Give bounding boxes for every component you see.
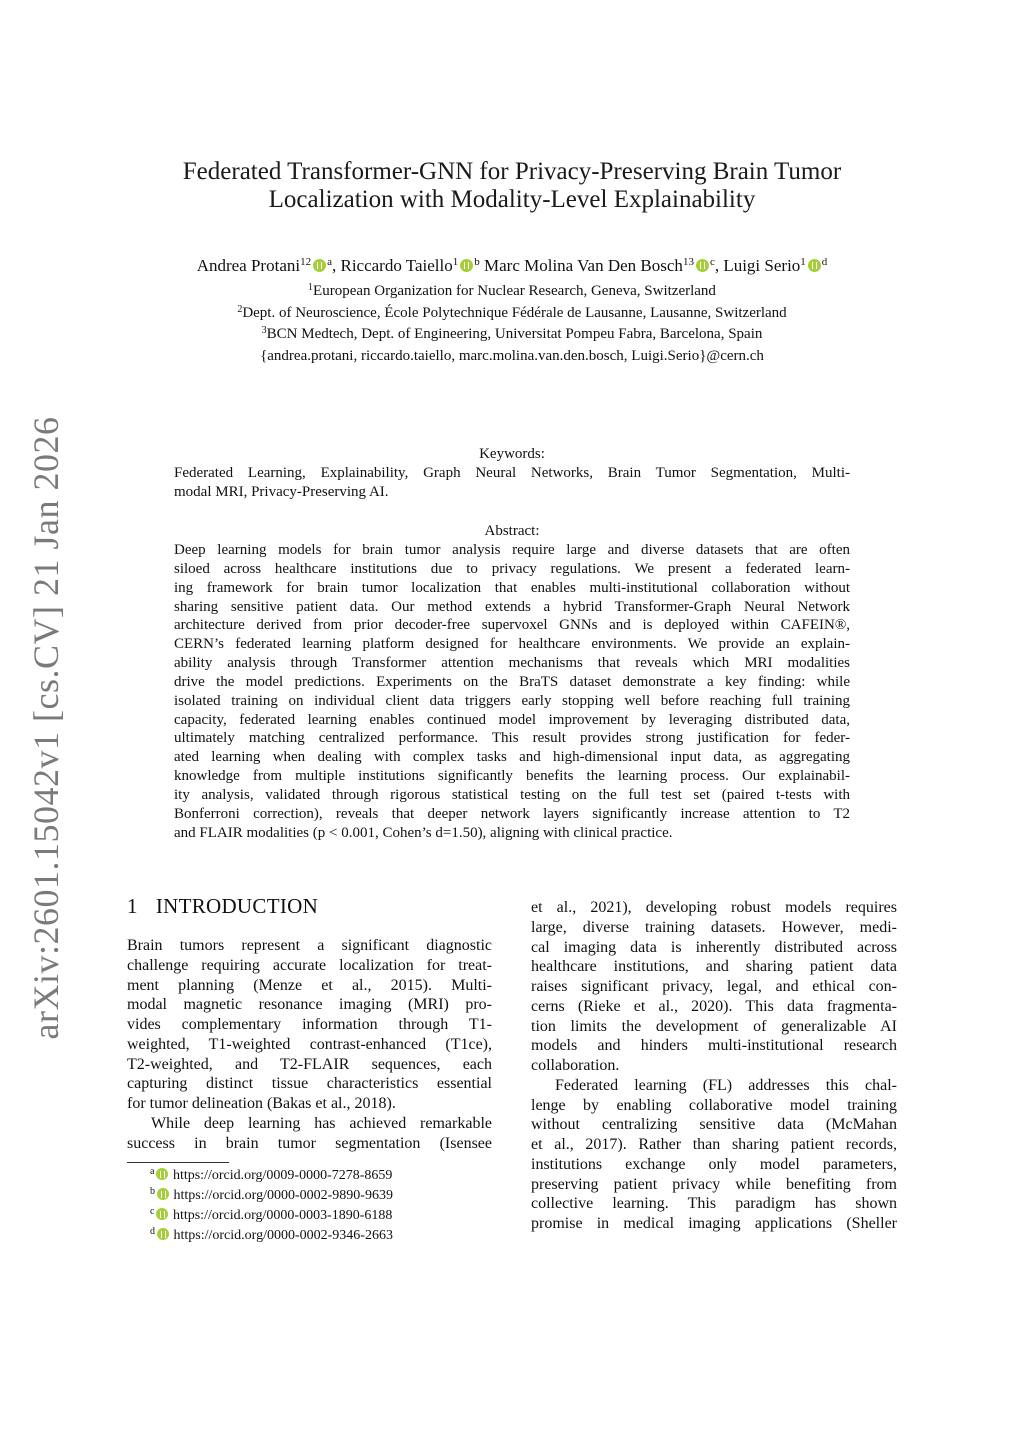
text-line: institutions exchange only model parameters, bbox=[531, 1155, 897, 1173]
right-column-text bbox=[531, 898, 897, 1234]
affiliations bbox=[100, 281, 924, 367]
orcid-link[interactable]: https://orcid.org/0000-0003-1890-6188 bbox=[172, 1208, 393, 1223]
affiliation-text: Dept. of Neuroscience, École Polytechnique Fédérale de Lausanne, Lausanne, Switzerland bbox=[242, 304, 787, 321]
orcid-marker: c bbox=[709, 256, 715, 268]
text-line: Deep learning models for brain tumor analysis require large and diverse datasets that are often bbox=[174, 542, 850, 558]
affiliation-line bbox=[100, 324, 924, 346]
text-line: et al., 2017). Rather than sharing patient records, bbox=[531, 1136, 897, 1153]
text-line: success in brain tumor segmentation (Isensee bbox=[127, 1134, 492, 1152]
orcid-link[interactable]: https://orcid.org/0009-0000-7278-8659 bbox=[172, 1168, 393, 1183]
section-number: 1 bbox=[127, 894, 138, 918]
left-column-text bbox=[127, 936, 492, 1153]
orcid-icon bbox=[157, 1228, 169, 1240]
text-line: for tumor delineation (Bakas et al., 2018). bbox=[127, 1095, 396, 1112]
text-line: isolated training on individual client data triggers early stopping well before reaching full training bbox=[174, 692, 850, 709]
orcid-icon bbox=[156, 1208, 168, 1220]
title-line: Localization with Modality-Level Explainability bbox=[268, 186, 756, 213]
text-line: Brain tumors represent a significant diagnostic bbox=[127, 937, 492, 954]
orcid-icon[interactable] bbox=[696, 259, 709, 272]
footnotes bbox=[150, 1166, 393, 1246]
orcid-icon[interactable] bbox=[460, 259, 473, 272]
text-line: preserving patient privacy while benefiting from bbox=[531, 1175, 897, 1193]
section-title: INTRODUCTION bbox=[155, 894, 319, 918]
affiliation-marker: 12 bbox=[300, 256, 312, 268]
affiliation-number: 3 bbox=[261, 325, 267, 337]
text-line: capacity, federated learning enables continued model improvement by leveraging distributed data, bbox=[174, 711, 850, 728]
abstract-text bbox=[174, 541, 850, 843]
text-line: ment planning (Menze et al., 2015). Multi- bbox=[127, 976, 492, 994]
text-line: promise in medical imaging applications (Sheller bbox=[531, 1215, 897, 1232]
author-list bbox=[100, 255, 924, 277]
text-line: cerns (Rieke et al., 2020). This data fragmenta- bbox=[531, 997, 897, 1015]
title-line: Federated Transformer-GNN for Privacy-Preserving Brain Tumor bbox=[182, 158, 842, 185]
orcid-link[interactable]: https://orcid.org/0000-0002-9890-9639 bbox=[173, 1188, 393, 1203]
affiliation-marker: 13 bbox=[682, 256, 694, 268]
text-line: sharing sensitive patient data. Our method extends a hybrid Transformer-Graph Neural Network bbox=[174, 598, 850, 615]
paper-title bbox=[130, 158, 894, 214]
author-separator: , bbox=[714, 256, 724, 275]
footnote bbox=[150, 1206, 393, 1226]
footnote-mark: c bbox=[150, 1206, 155, 1217]
text-line: collective learning. This paradigm has shown bbox=[531, 1195, 897, 1213]
text-line: healthcare institutions, and sharing patient data bbox=[531, 958, 897, 976]
orcid-icon[interactable] bbox=[808, 259, 821, 272]
affiliation-line bbox=[100, 281, 924, 303]
affiliation-text: European Organization for Nuclear Research, Geneva, Switzerland bbox=[313, 283, 716, 299]
text-line: ing framework for brain tumor localization that enables multi-institutional collaboration without bbox=[174, 579, 850, 596]
affiliation-number: 1 bbox=[308, 282, 314, 293]
text-line: weighted, T1-weighted contrast-enhanced (T1ce), bbox=[127, 1035, 492, 1053]
arxiv-identifier[interactable]: arXiv:2601.15042v1 [cs.CV] 21 Jan 2026 bbox=[26, 416, 66, 1040]
orcid-icon bbox=[157, 1188, 169, 1200]
text-line: large, diverse training datasets. However, medi- bbox=[531, 918, 897, 936]
text-line: T2-weighted, and T2-FLAIR sequences, each bbox=[127, 1055, 492, 1073]
footnote bbox=[150, 1186, 393, 1206]
author-name: Riccardo Taiello bbox=[340, 256, 453, 275]
text-line: and FLAIR modalities (p < 0.001, Cohen’s d=1.50), aligning with clinical practice. bbox=[174, 824, 673, 841]
footnote-mark: a bbox=[150, 1166, 155, 1177]
affiliation-line bbox=[100, 303, 924, 325]
text-line: Federated Learning, Explainability, Graph Neural Networks, Brain Tumor Segmentation, Multi- bbox=[174, 465, 850, 481]
text-line: tion limits the development of generalizable AI bbox=[531, 1017, 897, 1035]
affiliation-text: BCN Medtech, Dept. of Engineering, Universitat Pompeu Fabra, Barcelona, Spain bbox=[266, 326, 763, 343]
text-line: siloed across healthcare institutions due to privacy regulations. We present a federated learn- bbox=[174, 560, 850, 577]
keywords-label: Keywords: bbox=[479, 446, 545, 462]
text-line: architecture derived from prior decoder-free supervoxel GNNs and is deployed within CAFEIN®, bbox=[174, 617, 850, 634]
text-line: challenge requiring accurate localization for treat- bbox=[127, 956, 492, 974]
orcid-icon bbox=[156, 1168, 168, 1180]
text-line: cal imaging data is inherently distributed across bbox=[531, 938, 897, 956]
author-emails[interactable]: {andrea.protani, riccardo.taiello, marc.molina.van.den.bosch, Luigi.Serio}@cern.ch bbox=[260, 347, 764, 364]
text-line: models and hinders multi-institutional research bbox=[531, 1037, 897, 1055]
orcid-marker: d bbox=[821, 256, 828, 268]
orcid-link[interactable]: https://orcid.org/0000-0002-9346-2663 bbox=[173, 1228, 393, 1243]
text-line: et al., 2021), developing robust models requires bbox=[531, 899, 897, 916]
text-line: vides complementary information through T1- bbox=[127, 1016, 492, 1033]
footnote-mark: b bbox=[150, 1186, 155, 1197]
text-line: CERN’s federated learning platform designed for healthcare environments. We provide an explain- bbox=[174, 636, 850, 653]
affiliation-marker: 1 bbox=[800, 256, 806, 268]
text-line: capturing distinct tissue characteristics essential bbox=[127, 1075, 492, 1093]
text-line: Federated learning (FL) addresses this chal- bbox=[555, 1076, 897, 1094]
affiliation-marker: 1 bbox=[452, 256, 459, 268]
text-line: raises significant privacy, legal, and ethical con- bbox=[531, 978, 897, 995]
text-line: lenge by enabling collaborative model training bbox=[531, 1096, 897, 1114]
text-line: ated learning when dealing with complex tasks and high-dimensional input data, as aggregating bbox=[174, 749, 850, 766]
footnote-divider bbox=[127, 1162, 229, 1163]
footnote bbox=[150, 1166, 393, 1186]
text-line: modal MRI, Privacy-Preserving AI. bbox=[174, 483, 389, 500]
text-line: collaboration. bbox=[531, 1057, 620, 1074]
text-line: knowledge from multiple institutions significantly benefits the learning process. Our explainabil- bbox=[174, 768, 850, 785]
author-name: Marc Molina Van Den Bosch bbox=[484, 256, 683, 275]
orcid-marker: a bbox=[327, 256, 332, 268]
footnote bbox=[150, 1226, 393, 1246]
text-line: without centralizing sensitive data (McMahan bbox=[531, 1116, 897, 1134]
footnote-mark: d bbox=[150, 1226, 155, 1237]
text-line: Bonferroni correction), reveals that deeper network layers significantly increase attention to T2 bbox=[174, 805, 850, 822]
author-name: Luigi Serio bbox=[723, 256, 801, 275]
orcid-icon[interactable] bbox=[313, 259, 326, 272]
orcid-marker: b bbox=[474, 256, 480, 268]
text-line: While deep learning has achieved remarkable bbox=[151, 1114, 492, 1132]
text-line: modal magnetic resonance imaging (MRI) pro- bbox=[127, 996, 492, 1014]
affiliation-number: 2 bbox=[237, 303, 243, 315]
text-line: ity analysis, validated through rigorous statistical testing on the full test set (paired t-tests with bbox=[174, 786, 850, 803]
text-line: ultimately matching centralized performance. This result provides strong justification for feder- bbox=[174, 730, 850, 747]
section-heading bbox=[127, 894, 318, 919]
author-separator: , bbox=[331, 256, 341, 275]
author-name: Andrea Protani bbox=[196, 256, 301, 275]
keywords-text bbox=[174, 464, 850, 501]
abstract-label: Abstract: bbox=[484, 523, 540, 539]
text-line: ability analysis through Transformer attention mechanisms that reveals which MRI modalities bbox=[174, 655, 850, 672]
text-line: drive the model predictions. Experiments on the BraTS dataset demonstrate a key finding: while bbox=[174, 673, 850, 690]
